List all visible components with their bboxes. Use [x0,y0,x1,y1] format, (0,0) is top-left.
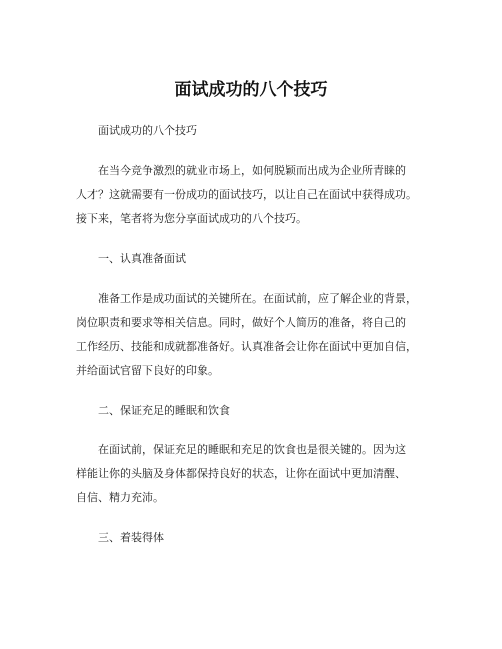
document-title: 面试成功的八个技巧 [174,80,328,100]
section-1-line-3: 工作经历、技能和成就都准备好。认真准备会让你在面试中更加自信， [76,340,417,353]
intro-line-3: 接下来，笔者将为您分享面试成功的八个技巧。 [76,212,307,225]
intro-line-1: 在当今竞争激烈的就业市场上，如何脱颖而出成为企业所青睐的 [98,164,406,177]
section-1-line-1: 准备工作是成功面试的关键所在。在面试前，应了解企业的背景， [98,292,417,305]
section-2-line-1: 在面试前，保证充足的睡眠和充足的饮食也是很关键的。因为这 [98,443,406,456]
intro-line-2: 人才？这就需要有一份成功的面试技巧，以让自己在面试中获得成功。 [76,188,417,201]
section-1-line-4: 并给面试官留下良好的印象。 [76,364,219,377]
document-subtitle: 面试成功的八个技巧 [98,124,197,137]
section-heading-2: 二、保证充足的睡眠和饮食 [98,404,230,417]
section-heading-1: 一、认真准备面试 [98,252,186,265]
section-heading-3: 三、着装得体 [98,531,164,544]
section-1-line-2: 岗位职责和要求等相关信息。同时，做好个人简历的准备，将自己的 [76,316,406,329]
section-2-line-2: 样能让你的头脑及身体都保持良好的状态，让你在面试中更加清醒、 [76,467,406,480]
section-2-line-3: 自信、精力充沛。 [76,491,164,504]
